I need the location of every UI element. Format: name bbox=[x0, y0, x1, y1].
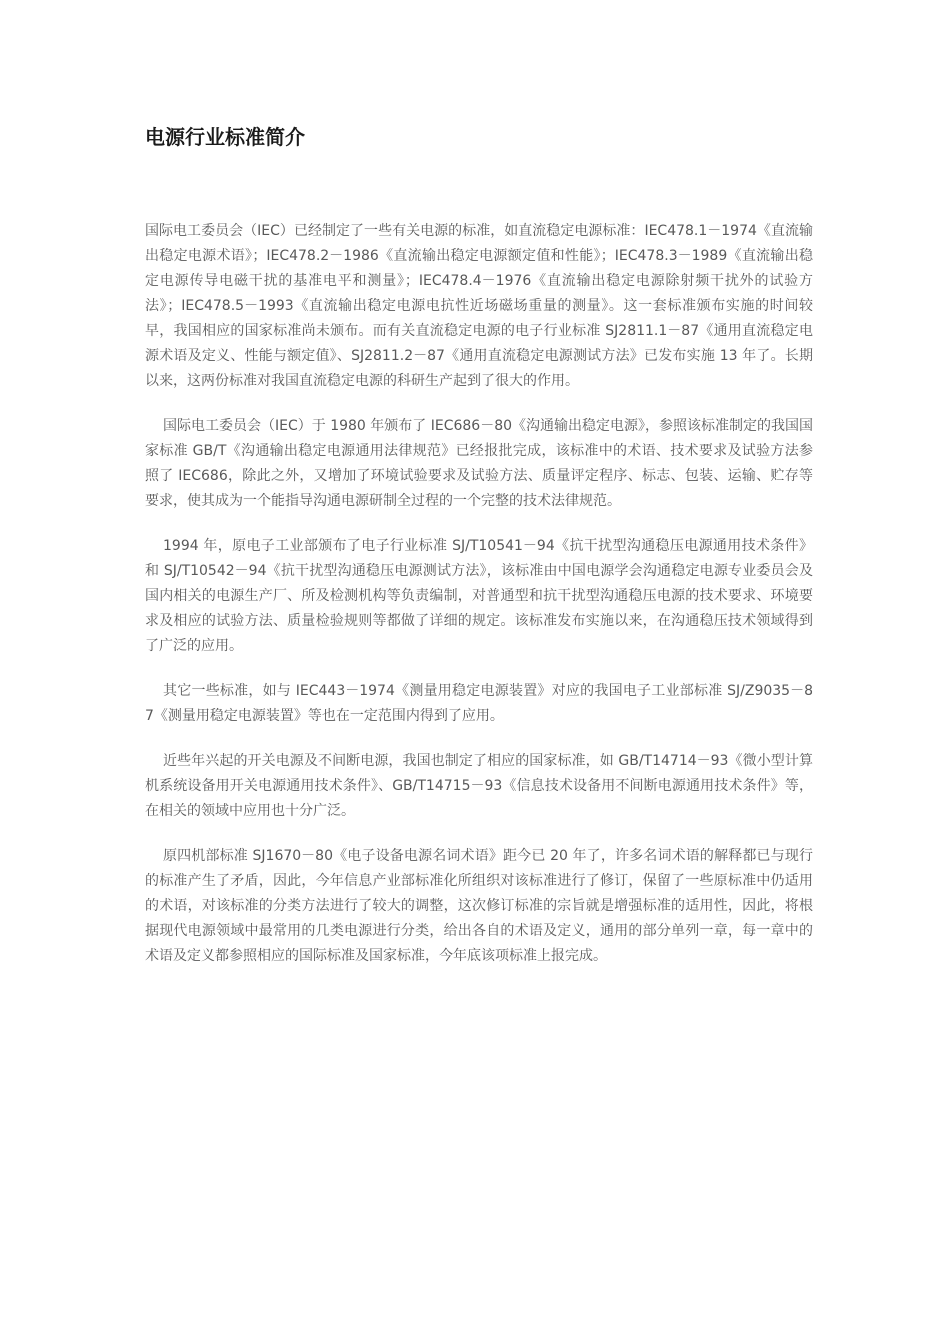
paragraph-sj1670-revision: 原四机部标准 SJ1670－80《电子设备电源名词术语》距今已 20 年了，许多名词术语的解释都已与现行的标准产生了矛盾，因此，今年信息产业部标准化所组织对该标准进行了修订，保留了一些原标准中仍适用的术语，对该标准的分类方法进行了较大的调整，这次修订标准的宗旨就是增强标准的适用性，因此，将根据现代电源领域中最常用的几类电源进行分类，给出各自的术语及定义，通用的部分单列一章，每一章中的术语及定义都参照相应的国际标准及国家标准，今年底该项标准上报完成。 bbox=[145, 848, 813, 964]
paragraph-sj-t10541: 1994 年，原电子工业部颁布了电子行业标准 SJ/T10541－94《抗干扰型沟通稳压电源通用技术条件》和 SJ/T10542－94《抗干扰型沟通稳压电源测试方法》，该标准由中国电源学会沟通稳定电源专业委员会及国内相关的电源生产厂、所及检测机构等负责编制，对普通型和抗干扰型沟通稳压电源的技术要求、环境要求及相应的试验方法、质量检验规则等都做了详细的规定。该标准发布实施以来，在沟通稳压技术领域得到了广泛的应用。 bbox=[145, 538, 813, 654]
document-body bbox=[145, 219, 813, 989]
paragraph-other-standards: 其它一些标准，如与 IEC443－1974《测量用稳定电源装置》对应的我国电子工业部标准 SJ/Z9035－87《测量用稳定电源装置》等也在一定范围内得到了应用。 bbox=[145, 683, 813, 724]
paragraph-iec-dc-standards: 国际电工委员会（IEC）已经制定了一些有关电源的标准，如直流稳定电源标准：IEC478.1－1974《直流输出稳定电源术语》；IEC478.2－1986《直流输出稳定电源额定值和性能》；IEC478.3－1989《直流输出稳定电源传导电磁干扰的基准电平和测量》；IEC478.4－1976《直流输出稳定电源除射频干扰外的试验方法》；IEC478.5－1993《直流输出稳定电源电抗性近场磁场重量的测量》。这一套标准颁布实施的时间较早，我国相应的国家标准尚未颁布。而有关直流稳定电源的电子行业标准 SJ2811.1－87《通用直流稳定电源术语及定义、性能与额定值》、SJ2811.2－87《通用直流稳定电源测试方法》已发布实施 13 年了。长期以来，这两份标准对我国直流稳定电源的科研生产起到了很大的作用。 bbox=[145, 223, 813, 389]
document-title: 电源行业标准简介 bbox=[145, 125, 305, 149]
paragraph-switching-ups: 近些年兴起的开关电源及不间断电源，我国也制定了相应的国家标准，如 GB/T14714－93《微小型计算机系统设备用开关电源通用技术条件》、GB/T14715－93《信息技术设备用不间断电源通用技术条件》等，在相关的领域中应用也十分广泛。 bbox=[145, 753, 813, 819]
paragraph-iec686: 国际电工委员会（IEC）于 1980 年颁布了 IEC686－80《沟通输出稳定电源》，参照该标准制定的我国国家标准 GB/T《沟通输出稳定电源通用法律规范》已经报批完成，该标准中的术语、技术要求及试验方法参照了 IEC686，除此之外，又增加了环境试验要求及试验方法、质量评定程序、标志、包装、运输、贮存等要求，使其成为一个能指导沟通电源研制全过程的一个完整的技术法律规范。 bbox=[145, 418, 814, 509]
